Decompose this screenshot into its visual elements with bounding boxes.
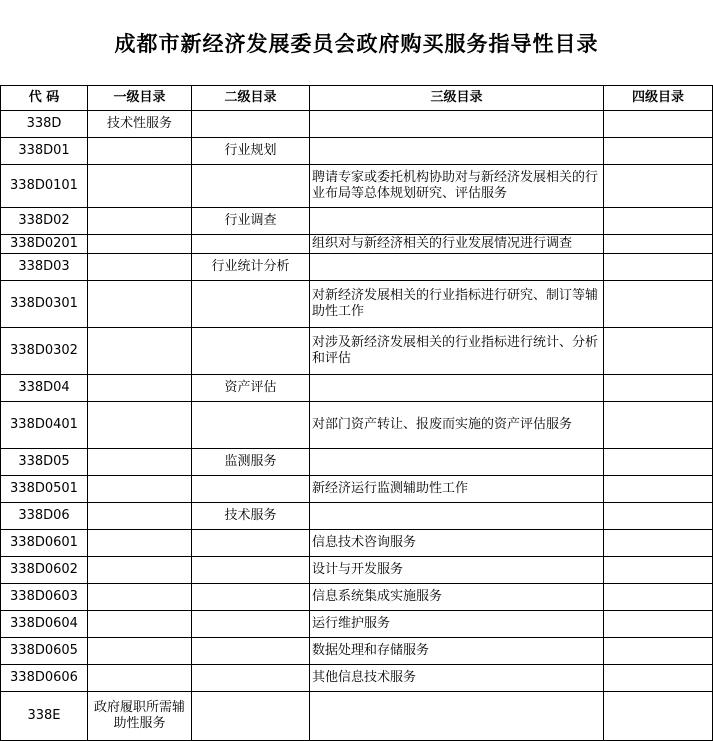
cell-l3 — [310, 208, 604, 235]
cell-l2 — [192, 692, 310, 741]
cell-l2 — [192, 328, 310, 375]
cell-l3: 信息系统集成实施服务 — [310, 584, 604, 611]
header-row — [1, 86, 713, 111]
cell-l3 — [310, 375, 604, 402]
cell-l2 — [192, 638, 310, 665]
cell-l4 — [604, 111, 713, 138]
cell-l3: 其他信息技术服务 — [310, 665, 604, 692]
cell-l1 — [88, 235, 192, 254]
cell-code: 338D01 — [1, 138, 88, 165]
table-row — [1, 557, 713, 584]
cell-code: 338D0606 — [1, 665, 88, 692]
cell-l4 — [604, 328, 713, 375]
cell-l2 — [192, 665, 310, 692]
cell-l2 — [192, 281, 310, 328]
table-row — [1, 611, 713, 638]
cell-code: 338D0603 — [1, 584, 88, 611]
cell-l4 — [604, 254, 713, 281]
cell-l1: 政府履职所需辅助性服务 — [88, 692, 192, 741]
cell-l4 — [604, 665, 713, 692]
cell-l4 — [604, 449, 713, 476]
cell-l2: 行业调查 — [192, 208, 310, 235]
table-row — [1, 402, 713, 449]
table-row — [1, 476, 713, 503]
table-row — [1, 692, 713, 741]
cell-code: 338D06 — [1, 503, 88, 530]
cell-l3 — [310, 692, 604, 741]
cell-l4 — [604, 165, 713, 208]
cell-l4 — [604, 530, 713, 557]
cell-l1 — [88, 328, 192, 375]
cell-l1: 技术性服务 — [88, 111, 192, 138]
table-row — [1, 281, 713, 328]
cell-code: 338D0604 — [1, 611, 88, 638]
cell-l2 — [192, 111, 310, 138]
cell-l3: 对部门资产转让、报废而实施的资产评估服务 — [310, 402, 604, 449]
cell-l3: 对新经济发展相关的行业指标进行研究、制订等辅助性工作 — [310, 281, 604, 328]
cell-code: 338D0602 — [1, 557, 88, 584]
cell-l1 — [88, 165, 192, 208]
cell-l1 — [88, 208, 192, 235]
cell-code: 338D0301 — [1, 281, 88, 328]
cell-code: 338D0401 — [1, 402, 88, 449]
cell-l4 — [604, 692, 713, 741]
table-row — [1, 584, 713, 611]
cell-code: 338D0605 — [1, 638, 88, 665]
page-title: 成都市新经济发展委员会政府购买服务指导性目录 — [114, 32, 599, 56]
catalog-table — [0, 85, 713, 741]
cell-l1 — [88, 557, 192, 584]
cell-l4 — [604, 611, 713, 638]
cell-code: 338D0201 — [1, 235, 88, 254]
cell-l1 — [88, 530, 192, 557]
header-level3: 三级目录 — [310, 86, 604, 111]
cell-l3 — [310, 254, 604, 281]
cell-l2: 监测服务 — [192, 449, 310, 476]
table-row — [1, 235, 713, 254]
cell-l4 — [604, 208, 713, 235]
cell-l2 — [192, 530, 310, 557]
table-row — [1, 503, 713, 530]
header-level1: 一级目录 — [88, 86, 192, 111]
cell-l3: 运行维护服务 — [310, 611, 604, 638]
cell-l3 — [310, 111, 604, 138]
table-row — [1, 328, 713, 375]
cell-l4 — [604, 557, 713, 584]
cell-code: 338D0302 — [1, 328, 88, 375]
cell-l2: 行业规划 — [192, 138, 310, 165]
cell-l2 — [192, 584, 310, 611]
table-row — [1, 111, 713, 138]
cell-l2: 资产评估 — [192, 375, 310, 402]
cell-code: 338D02 — [1, 208, 88, 235]
cell-l1 — [88, 138, 192, 165]
header-level4: 四级目录 — [604, 86, 713, 111]
cell-l1 — [88, 476, 192, 503]
cell-l3: 组织对与新经济相关的行业发展情况进行调查 — [310, 235, 604, 254]
cell-l3 — [310, 138, 604, 165]
header-level2: 二级目录 — [192, 86, 310, 111]
cell-l1 — [88, 375, 192, 402]
cell-code: 338D04 — [1, 375, 88, 402]
cell-l2: 技术服务 — [192, 503, 310, 530]
cell-l4 — [604, 584, 713, 611]
table-row — [1, 530, 713, 557]
cell-l4 — [604, 476, 713, 503]
cell-l4 — [604, 281, 713, 328]
cell-l3: 数据处理和存储服务 — [310, 638, 604, 665]
cell-code: 338D — [1, 111, 88, 138]
cell-l2: 行业统计分析 — [192, 254, 310, 281]
table-row — [1, 254, 713, 281]
cell-l4 — [604, 138, 713, 165]
table-row — [1, 665, 713, 692]
header-code: 代 码 — [1, 86, 88, 111]
cell-code: 338D0101 — [1, 165, 88, 208]
cell-l3: 信息技术咨询服务 — [310, 530, 604, 557]
cell-l4 — [604, 375, 713, 402]
cell-l3: 新经济运行监测辅助性工作 — [310, 476, 604, 503]
cell-l3: 设计与开发服务 — [310, 557, 604, 584]
table-row — [1, 165, 713, 208]
table-row — [1, 208, 713, 235]
cell-l2 — [192, 165, 310, 208]
cell-l2 — [192, 557, 310, 584]
cell-l3 — [310, 503, 604, 530]
cell-l3: 聘请专家或委托机构协助对与新经济发展相关的行业布局等总体规划研究、评估服务 — [310, 165, 604, 208]
cell-l1 — [88, 254, 192, 281]
cell-l2 — [192, 476, 310, 503]
cell-l1 — [88, 402, 192, 449]
cell-l1 — [88, 638, 192, 665]
cell-l2 — [192, 611, 310, 638]
cell-l1 — [88, 665, 192, 692]
table-row — [1, 638, 713, 665]
cell-code: 338E — [1, 692, 88, 741]
cell-l2 — [192, 235, 310, 254]
cell-l4 — [604, 503, 713, 530]
cell-l4 — [604, 638, 713, 665]
table-row — [1, 449, 713, 476]
cell-l1 — [88, 611, 192, 638]
cell-code: 338D0501 — [1, 476, 88, 503]
cell-code: 338D0601 — [1, 530, 88, 557]
cell-l4 — [604, 402, 713, 449]
cell-l1 — [88, 449, 192, 476]
cell-l2 — [192, 402, 310, 449]
cell-l4 — [604, 235, 713, 254]
table-row — [1, 138, 713, 165]
cell-code: 338D05 — [1, 449, 88, 476]
cell-l3 — [310, 449, 604, 476]
cell-l1 — [88, 281, 192, 328]
cell-l1 — [88, 503, 192, 530]
cell-l3: 对涉及新经济发展相关的行业指标进行统计、分析和评估 — [310, 328, 604, 375]
cell-l1 — [88, 584, 192, 611]
table-row — [1, 375, 713, 402]
cell-code: 338D03 — [1, 254, 88, 281]
